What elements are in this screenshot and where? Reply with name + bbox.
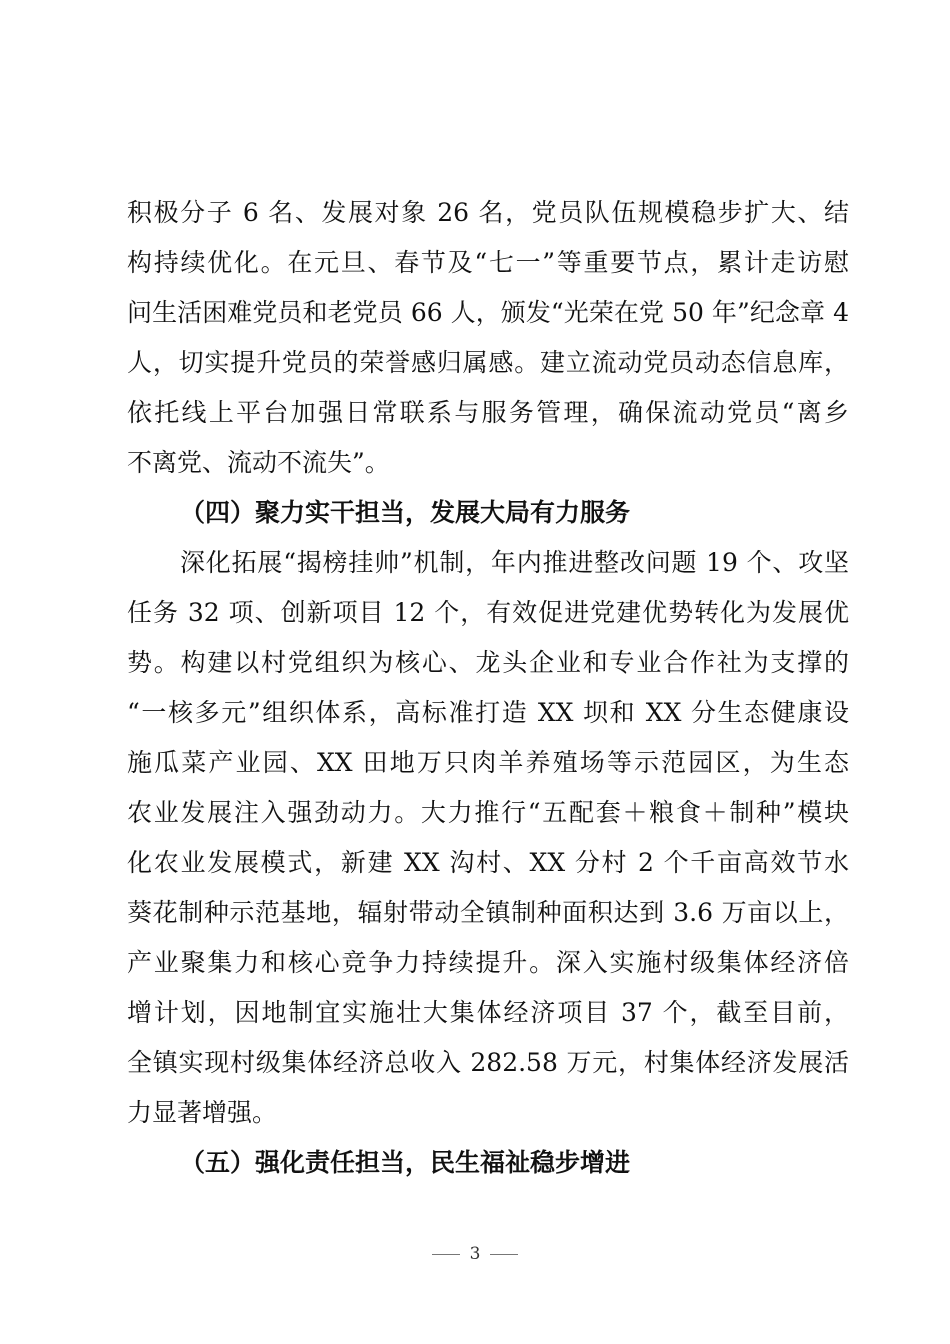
paragraph-line: 人，切实提升党员的荣誉感归属感。建立流动党员动态信息库， bbox=[127, 348, 849, 377]
paragraph-line: 积极分子 6 名、发展对象 26 名，党员队伍规模稳步扩大、结 bbox=[127, 198, 849, 227]
paragraph-line: 问生活困难党员和老党员 66 人，颁发“光荣在党 50 年”纪念章 4 bbox=[127, 298, 849, 327]
paragraph-line: 化农业发展模式，新建 XX 沟村、XX 分村 2 个千亩高效节水 bbox=[127, 848, 849, 877]
section-heading-5: （五）强化责任担当，民生福祉稳步增进 bbox=[180, 1148, 631, 1177]
paragraph-line: 不离党、流动不流失”。 bbox=[127, 448, 390, 477]
dash-right-icon bbox=[490, 1254, 518, 1255]
paragraph-line: 依托线上平台加强日常联系与服务管理，确保流动党员“离乡 bbox=[127, 398, 849, 427]
page-number: 3 bbox=[469, 1244, 481, 1264]
paragraph-line: 深化拓展“揭榜挂帅”机制，年内推进整改问题 19 个、攻坚 bbox=[180, 548, 849, 577]
paragraph-line: 增计划，因地制宜实施壮大集体经济项目 37 个，截至目前， bbox=[127, 998, 849, 1027]
paragraph-line: 任务 32 项、创新项目 12 个，有效促进党建优势转化为发展优 bbox=[127, 598, 849, 627]
paragraph-line: 产业聚集力和核心竞争力持续提升。深入实施村级集体经济倍 bbox=[127, 948, 849, 977]
dash-left-icon bbox=[432, 1254, 460, 1255]
paragraph-line: 全镇实现村级集体经济总收入 282.58 万元，村集体经济发展活 bbox=[127, 1048, 849, 1077]
paragraph-line: “一核多元”组织体系，高标准打造 XX 坝和 XX 分生态健康设 bbox=[127, 698, 849, 727]
section-heading-4: （四）聚力实干担当，发展大局有力服务 bbox=[180, 498, 631, 527]
paragraph-line: 葵花制种示范基地，辐射带动全镇制种面积达到 3.6 万亩以上， bbox=[127, 898, 849, 927]
paragraph-line: 施瓜菜产业园、XX 田地万只肉羊养殖场等示范园区，为生态 bbox=[127, 748, 849, 777]
paragraph-line: 力显著增强。 bbox=[127, 1098, 278, 1127]
page-number-footer bbox=[0, 1244, 950, 1264]
paragraph-line: 农业发展注入强劲动力。大力推行“五配套＋粮食＋制种”模块 bbox=[127, 798, 849, 827]
paragraph-line: 势。构建以村党组织为核心、龙头企业和专业合作社为支撑的 bbox=[127, 648, 849, 677]
paragraph-line: 构持续优化。在元旦、春节及“七一”等重要节点，累计走访慰 bbox=[127, 248, 849, 277]
